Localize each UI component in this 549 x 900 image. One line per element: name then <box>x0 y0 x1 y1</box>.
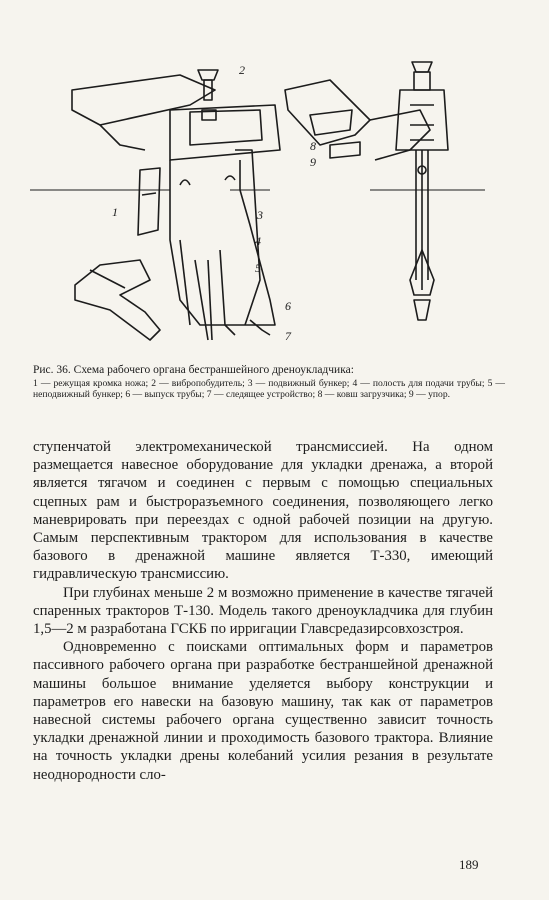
fig-label-1: 1 <box>112 205 118 219</box>
drainage-machine-diagram <box>30 50 520 360</box>
figure-labels <box>112 63 316 343</box>
body-text <box>33 438 493 784</box>
paragraph-1: ступенчатой электромеханической трансмиссией. На одном размещается навесное оборудование для укладки дренажа, а второй является тягачом и соединен с первым с помощью специальных сцепных рам и быстроразъемного соединения, позволяющего легко маневрировать при переездах с одной рабочей позиции на другую. Самым перспективным трактором для использования в качестве базового в дренажной машине является Т-330, имеющий гидравлическую трансмиссию. <box>33 439 493 583</box>
fig-label-9: 9 <box>310 155 316 169</box>
fig-label-4: 4 <box>255 234 261 248</box>
caption-legend: 1 — режущая кромка ножа; 2 — вибропобудитель; 3 — подвижный бункер; 4 — полость для подачи трубы; 5 — неподвижный бункер; 6 — выпуск трубы; 7 — следящее устройство; 8 — ковш загрузчика; 9 — упор. <box>33 378 505 400</box>
fig-label-8: 8 <box>310 139 316 153</box>
fig-label-2: 2 <box>239 63 245 77</box>
figure-caption <box>33 364 505 400</box>
fig-label-3: 3 <box>257 208 263 222</box>
paragraph-3: Одновременно с поисками оптимальных форм и параметров пассивного рабочего органа при разработке бестраншейной дренажной машины большое внимание уделяется выбору конструкции и параметров его навески на базовую машину, так как от параметров навесной системы рабочего органа существенно зависит точность укладки дренажной линии и проходимость базового трактора. Влияние на точность укладки дрены колебаний усилия резания в результате неоднородности сло- <box>33 639 493 783</box>
fig-label-5: 5 <box>255 261 261 275</box>
fig-label-7: 7 <box>285 329 291 343</box>
caption-title: Рис. 36. Схема рабочего органа бестраншейного дреноукладчика: <box>33 364 354 376</box>
paragraph-2: При глубинах меньше 2 м возможно применение в качестве тягачей спаренных тракторов Т-130. Модель такого дреноукладчика для глубин 1,5—2 м разработана ГСКБ по ирригации Главсредазирсовхозстроя. <box>33 584 493 638</box>
page-number: 189 <box>459 857 479 872</box>
figure-36 <box>30 50 520 360</box>
fig-label-6: 6 <box>285 299 291 313</box>
